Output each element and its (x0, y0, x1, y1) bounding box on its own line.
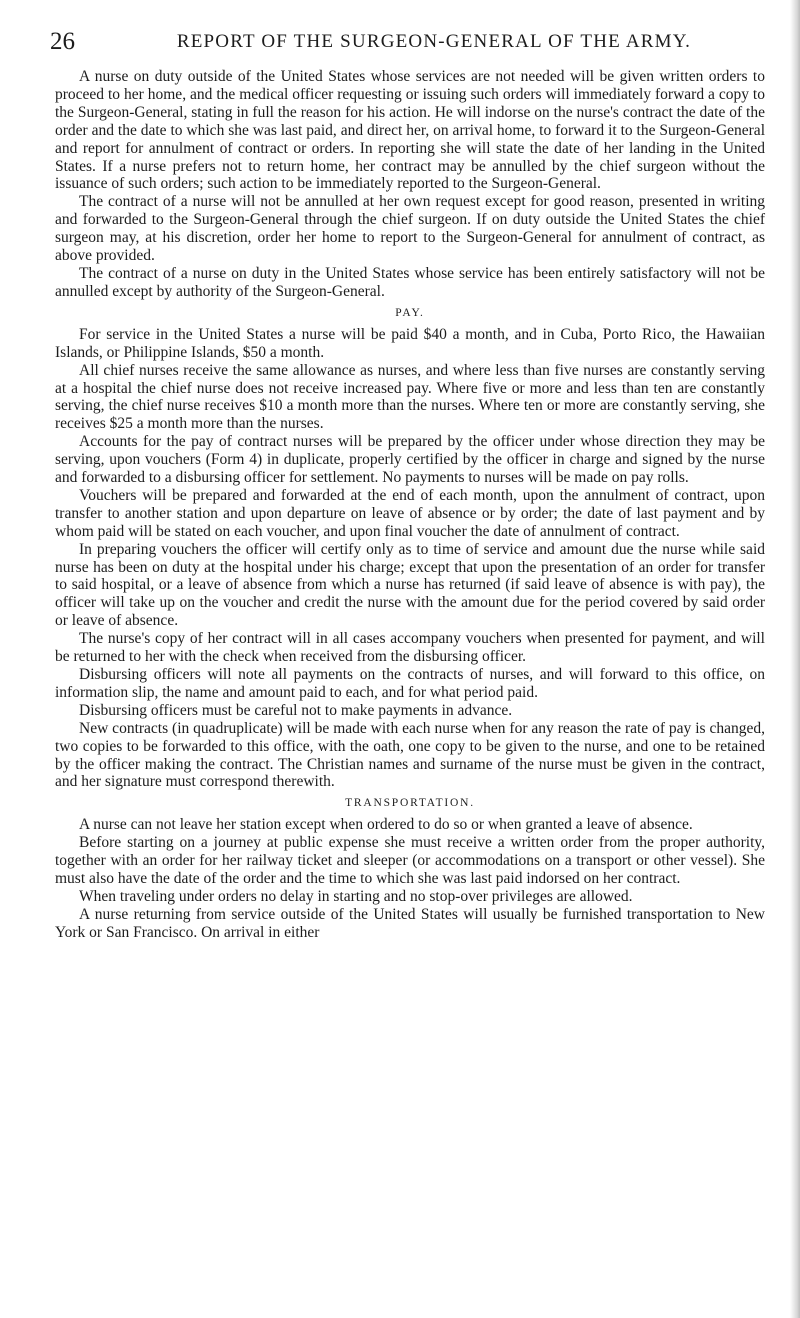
paragraph: A nurse returning from service outside of the United States will usually be furnished transportation to New York or San Francisco. On arrival in either (55, 905, 765, 941)
page-number: 26 (50, 28, 75, 55)
paragraph: Accounts for the pay of contract nurses will be prepared by the officer under whose direction they may be serving, upon vouchers (Form 4) in duplicate, properly certified by the officer in charge and signed by the nurse and forwarded to a disbursing officer for settlement. No payments to nurses will be made on pay rolls. (55, 433, 765, 487)
paragraph: A nurse on duty outside of the United States whose services are not needed will be given written orders to proceed to her home, and the medical officer requesting or issuing such orders will immediately forward a copy to the Surgeon-General, stating in full the reason for his action. He will indorse on the nurse's contract the date of the order and the date to which she was last paid, and direct her, on arrival home, to forward it to the Surgeon-General and report for annulment of contract or orders. In reporting she will state the date of her landing in the United States. If a nurse prefers not to return home, her contract may be annulled by the chief surgeon without the issuance of such orders; such action to be immediately reported to the Surgeon-General. (55, 68, 765, 193)
paragraph: The contract of a nurse will not be annulled at her own request except for good reason, presented in writing and forwarded to the Surgeon-General through the chief surgeon. If on duty outside the United States the chief surgeon may, at his discretion, order her home to report to the Surgeon-General for annulment of contract, as above provided. (55, 193, 765, 265)
page-body (55, 68, 765, 942)
paragraph: New contracts (in quadruplicate) will be made with each nurse when for any reason the rate of pay is changed, two copies to be forwarded to this office, with the oath, one copy to be given to the nurse, and one to be retained by the officer making the contract. The Christian names and surname of the nurse must be given in the contract, and her signature must correspond therewith. (55, 719, 765, 791)
section-heading-pay: PAY. (395, 306, 425, 319)
paragraph: The nurse's copy of her contract will in all cases accompany vouchers when presented for payment, and will be returned to her with the check when received from the disbursing officer. (55, 630, 765, 666)
section-contract-annulment (55, 68, 765, 301)
paragraph: Vouchers will be prepared and forwarded at the end of each month, upon the annulment of contract, upon transfer to another station and upon departure on leave of absence or by order; the date of last payment and by whom paid will be stated on each voucher, and upon final voucher the date of annulment of contract. (55, 486, 765, 540)
paragraph: Disbursing officers must be careful not to make payments in advance. (79, 701, 513, 719)
paragraph: When traveling under orders no delay in starting and no stop-over privileges are allowed. (79, 887, 633, 905)
paragraph: A nurse can not leave her station except when ordered to do so or when granted a leave of absence. (79, 816, 693, 834)
paragraph: For service in the United States a nurse will be paid $40 a month, and in Cuba, Porto Rico, the Hawaiian Islands, or Philippine Islands, $50 a month. (55, 325, 765, 361)
running-head: REPORT OF THE SURGEON-GENERAL OF THE ARMY. (176, 31, 692, 52)
section-heading-transportation: TRANSPORTATION. (345, 797, 475, 810)
section-transportation (55, 795, 765, 941)
page-header (50, 20, 766, 64)
paragraph: In preparing vouchers the officer will certify only as to time of service and amount due the nurse while said nurse has been on duty at the hospital under his charge; except that upon the presentation of an order for transfer to said hospital, or a leave of absence from which a nurse has returned (if said leave of absence is with pay), the officer will take up on the voucher and credit the nurse with the amount due for the period covered by said order or leave of absence. (55, 540, 765, 630)
paragraph: The contract of a nurse on duty in the United States whose service has been entirely satisfactory will not be annulled except by authority of the Surgeon-General. (55, 264, 765, 300)
section-pay (55, 305, 765, 792)
page-edge-shadow (790, 0, 800, 1318)
paragraph: Before starting on a journey at public expense she must receive a written order from the proper authority, together with an order for her railway ticket and sleeper (or accommodations on a transport or other vessel). She must also have the date of the order and the time to which she was last paid indorsed on her contract. (55, 834, 765, 888)
paragraph: All chief nurses receive the same allowance as nurses, and where less than five nurses are constantly serving at a hospital the chief nurse does not receive increased pay. Where five or more and less than ten are constantly serving, the chief nurse receives $10 a month more than the nurses. Where ten or more are constantly serving, she receives $25 a month more than the nurses. (55, 361, 765, 433)
paragraph: Disbursing officers will note all payments on the contracts of nurses, and will forward to this office, on information slip, the name and amount paid to each, and for what period paid. (55, 666, 765, 701)
